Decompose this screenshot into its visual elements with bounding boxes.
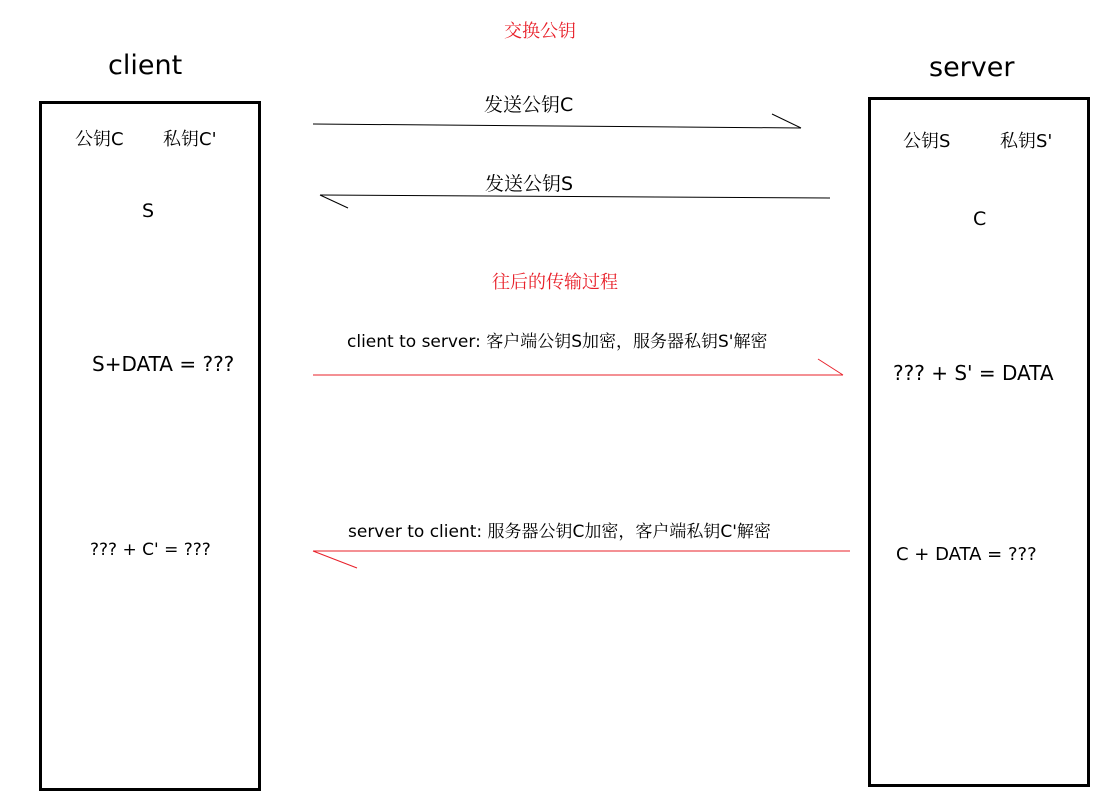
arrow-client-to-server xyxy=(313,359,843,375)
client-to-server-label: client to server: 客户端公钥S加密，服务器私钥S'解密 xyxy=(347,332,768,352)
client-encrypt-expr: S+DATA = ??? xyxy=(92,352,235,376)
client-decrypt-expr: ??? + C' = ??? xyxy=(90,540,211,560)
arrow-server-to-client xyxy=(313,551,850,568)
after-title: 往后的传输过程 xyxy=(492,272,618,293)
client-label: client xyxy=(108,50,183,81)
server-encrypt-expr: C + DATA = ??? xyxy=(896,544,1037,565)
server-received-key: C xyxy=(973,208,987,230)
send-s-label: 发送公钥S xyxy=(485,173,574,195)
send-c-label: 发送公钥C xyxy=(484,94,574,116)
server-private-key: 私钥S' xyxy=(1000,131,1053,152)
server-decrypt-expr: ??? + S' = DATA xyxy=(893,361,1054,385)
server-label: server xyxy=(929,52,1015,83)
client-received-key: S xyxy=(142,200,155,222)
client-public-key: 公钥C xyxy=(75,129,124,150)
server-to-client-label: server to client: 服务器公钥C加密，客户端私钥C'解密 xyxy=(348,522,771,542)
client-private-key: 私钥C' xyxy=(163,129,217,150)
server-public-key: 公钥S xyxy=(903,131,951,152)
exchange-title: 交换公钥 xyxy=(504,21,576,42)
arrow-send-s xyxy=(320,195,830,208)
